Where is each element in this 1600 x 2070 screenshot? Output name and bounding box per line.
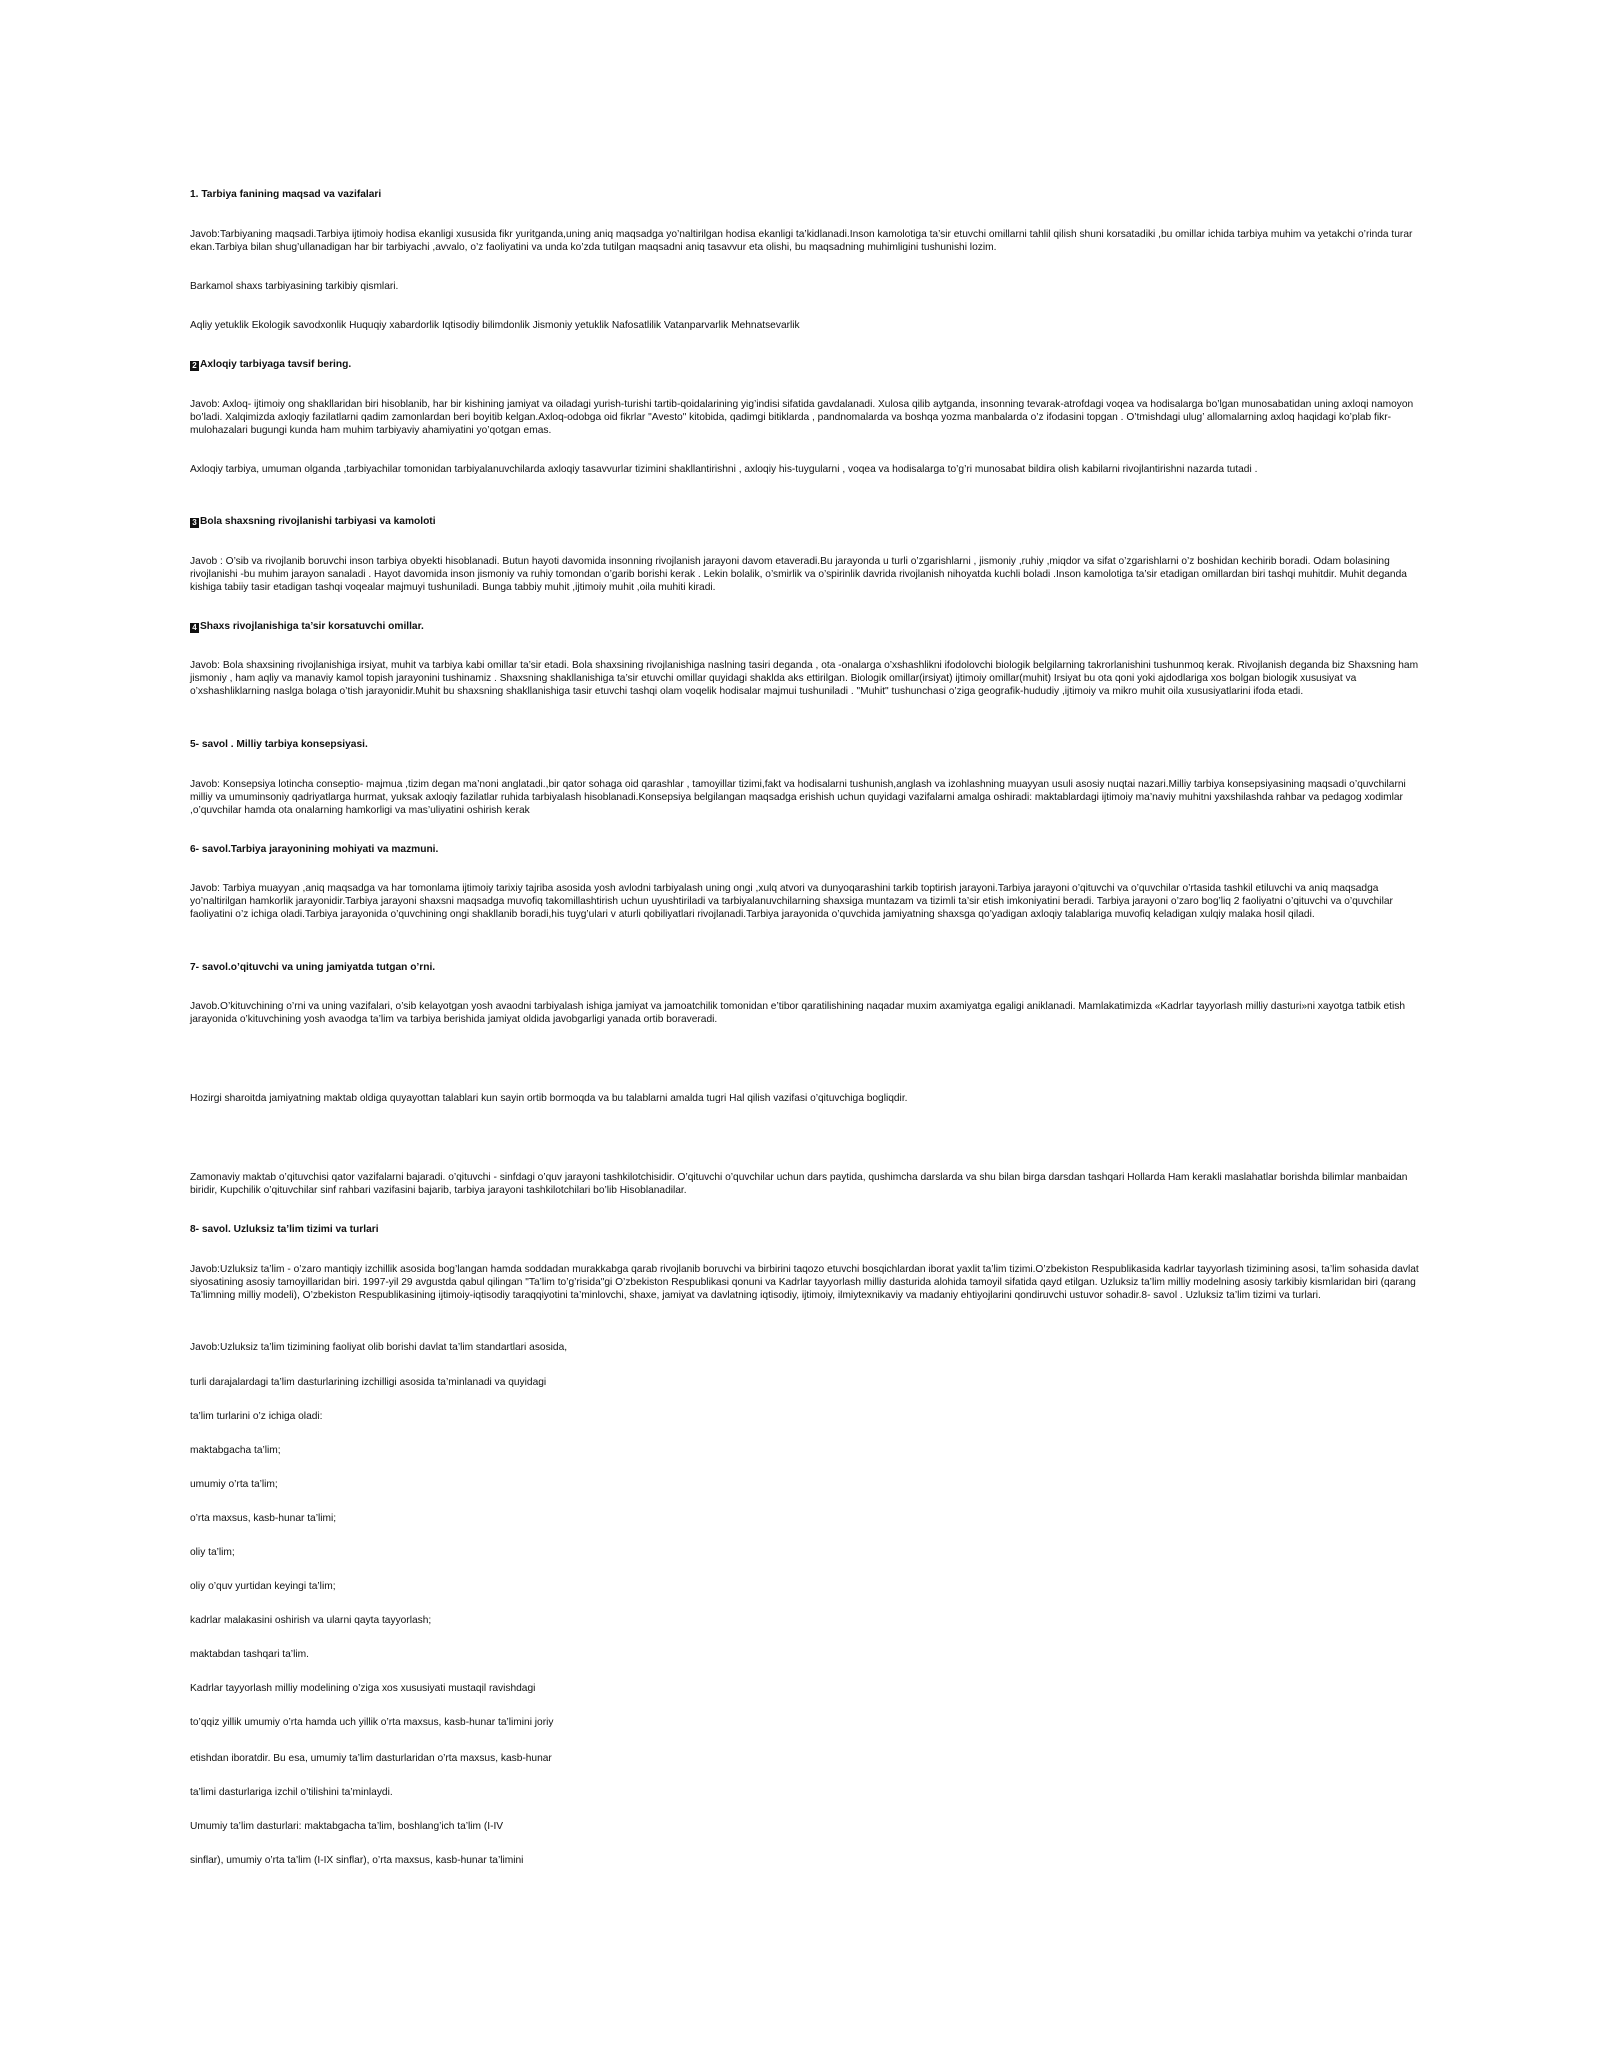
section-4-paragraph: Javob: Bola shaxsining rivojlanishiga irsiyat, muhit va tarbiya kabi omillar ta’sir etadi. Bola shaxsining rivojlanishiga naslning tasiri deganda , ota -onalarga o’xshashlikni ifodolovchi biologik belgilarning takrorlanishini tushunmoq kerak. Rivojlanish deganda biz Shaxsning ham jismoniy , ham aqliy va manaviy kamol topish jarayonini tushinamiz . Shaxsning shakllanishiga ta’sir etuvchi omillar quyidagi shaklda aks ettirilgan. Biologik omillar(irsiyat) ijtimoiy omillar(muhit) Irsiyat bu ota qoni yoki ajdodlariga xos bolgan biologik xususiyat va o’xshashliklarning naslga bolaga o’tish jarayonidir.Muhit bu shaxsning shakllanishiga tasir etuvchi tashqi olam voqelik hodisalar majmui tushuniladi . "Muhit" tushunchasi o’ziga geografik-hududiy ,ijtimoiy va mikro muhit oila xususiyatlarini ifoda etadi.	[190, 660, 1419, 698]
section-8-paragraph: etishdan iboratdir. Bu esa, umumiy ta’lim dasturlaridan o’rta maxsus, kasb-hunar	[190, 1753, 552, 1764]
section-8-list-item: oliy o’quv yurtidan keyingi ta’lim;	[190, 1581, 336, 1592]
section-8-list-item: umumiy o’rta ta’lim;	[190, 1479, 278, 1490]
section-8-paragraph: ta’lim turlarini o’z ichiga oladi:	[190, 1411, 323, 1422]
section-8-paragraph: ta’limi dasturlariga izchil o’tilishini ta’minlaydi.	[190, 1787, 393, 1798]
section-7-paragraph: Hozirgi sharoitda jamiyatning maktab oldiga quyayottan talablari kun sayin ortib bormoqda va bu talablarni amalda tugri Hal qilish vazifasi o’qituvchiga bogliqdir.	[190, 1093, 908, 1104]
section-2-heading-text: Axloqiy tarbiyaga tavsif bering.	[200, 359, 352, 370]
section-8-list-item: kadrlar malakasini oshirish va ularni qayta tayyorlash;	[190, 1615, 432, 1626]
section-8-list-item: oliy ta’lim;	[190, 1547, 235, 1558]
section-5-paragraph: Javob: Konsepsiya lotincha conseptio- majmua ,tizim degan ma’noni anglatadi.,bir qator sohaga oid qarashlar , tamoyillar tizimi,fakt va hodisalarni tushunish,anglash va izohlashning muayyan usuli asosiy nuqtai nazari.Milliy tarbiya konsepsiyasining maqsadi o’quvchilarni milliy va umuminsoniy qadriyatlarga hurmat, yuksak axloqiy fazilatlar ruhida tarbiyalash hisoblanadi.Konsepsiya belgilangan maqsadga erishish uchun quyidagi vazifalarni amalga oshiradi: maktablardagi ijtimoiy ma’naviy muhitni yaxshilashda rahbar va pedagog xodimlar ,o’quvchilar hamda ota onalarning hamkorligi va mas’uliyatini oshirish kerak	[190, 779, 1406, 817]
section-8-list-item: o’rta maxsus, kasb-hunar ta’limi;	[190, 1513, 337, 1524]
section-1-heading: 1. Tarbiya fanining maqsad va vazifalari	[190, 189, 382, 200]
section-7-heading: 7- savol.o’qituvchi va uning jamiyatda tutgan o’rni.	[190, 962, 436, 973]
section-8-paragraph: Javob:Uzluksiz ta’lim tizimining faoliyat olib borishi davlat ta’lim standartlari asosida,	[190, 1342, 568, 1353]
section-7-paragraph: Zamonaviy maktab o’qituvchisi qator vazifalarni bajaradi. o’qituvchi - sinfdagi o’quv jarayoni tashkilotchisidir. O’qituvchi o’quvchilar uchun dars paytida, qushimcha darslarda va shu bilan birga darsdan tashqari Hollarda Ham kerakli maslahatlar borishda bilimlar manbaidan biridir, Kupchilik o’qituvchilar sinf rahbari vazifasini bajarib, tarbiya jarayoni tashkilotchilari bo’lib Hisoblanadilar.	[190, 1172, 1408, 1197]
section-1-paragraph: Barkamol shaxs tarbiyasining tarkibiy qismlari.	[190, 281, 399, 292]
section-8-paragraph: sinflar), umumiy o’rta ta’lim (I-IX sinflar), o’rta maxsus, kasb-hunar ta’limini	[190, 1855, 524, 1866]
section-5-heading: 5- savol . Milliy tarbiya konsepsiyasi.	[190, 739, 368, 750]
list-marker: 3	[190, 518, 199, 528]
section-4-heading-text: Shaxs rivojlanishiga ta’sir korsatuvchi omillar.	[200, 621, 424, 632]
section-6-heading: 6- savol.Tarbiya jarayonining mohiyati va mazmuni.	[190, 844, 439, 855]
section-1-paragraph: Aqliy yetuklik Ekologik savodxonlik Huquqiy xabardorlik Iqtisodiy bilimdonlik Jismoniy yetuklik Nafosatlilik Vatanparvarlik Mehnatsevarlik	[190, 320, 800, 331]
section-8-paragraph: Umumiy ta’lim dasturlari: maktabgacha ta’lim, boshlang’ich ta’lim (I-IV	[190, 1821, 504, 1832]
section-8-list-item: maktabgacha ta’lim;	[190, 1445, 281, 1456]
section-8-list-item: maktabdan tashqari ta’lim.	[190, 1649, 309, 1660]
section-8-paragraph: to’qqiz yillik umumiy o’rta hamda uch yillik o’rta maxsus, kasb-hunar ta’limini joriy	[190, 1717, 554, 1728]
section-2-paragraph: Axloqiy tarbiya, umuman olganda ,tarbiyachilar tomonidan tarbiyalanuvchilarda axloqiy tasavvurlar tizimini shakllantirishni , axloqiy his-tuygularni , voqea va hodisalarga to’g’ri munosabat bildira olish kabilarni rivojlantirishni nazarda tutadi .	[190, 464, 1258, 475]
section-8-heading: 8- savol. Uzluksiz ta’lim tizimi va turlari	[190, 1224, 379, 1235]
section-8-paragraph: Kadrlar tayyorlash milliy modelining o’ziga xos xususiyati mustaqil ravishdagi	[190, 1683, 536, 1694]
section-3-heading-text: Bola shaxsning rivojlanishi tarbiyasi va kamoloti	[200, 516, 436, 527]
section-4-heading	[190, 620, 1422, 633]
section-7-paragraph: Javob.O’kituvchining o’rni va uning vazifalari, o’sib kelayotgan yosh avaodni tarbiyalash ishiga jamiyat va jamoatchilik tomonidan e’tibor qaratilishining naqadar muxim axamiyatga egaligi aniklanadi. Mamlakatimizda «Kadrlar tayyorlash milliy dasturi»ni xayotga tatbik etish jarayonida o’kituvchining yosh avaodga ta’lim va tarbiya berishida jamiyat oldida javobgarligi yanada ortib boraveradi.	[190, 1001, 1406, 1026]
list-marker: 4	[190, 623, 199, 633]
section-8-paragraph: turli darajalardagi ta’lim dasturlarining izchilligi asosida ta’minlanadi va quyidagi	[190, 1377, 547, 1388]
section-6-paragraph: Javob: Tarbiya muayyan ,aniq maqsadga va har tomonlama ijtimoiy tarixiy tajriba asosida yosh avlodni tarbiyalash uning ongi ,xulq atvori va dunyoqarashini tarkib toptirish jarayoni.Tarbiya jarayoni o’qituvchi va o’quvchilar o’rtasida tashkil etiluvchi va aniq maqsadga yo’naltirilgan hamkorlik jarayonidir.Tarbiya jarayoni shaxsni maqsadga muvofiq takomillashtirish uchun uyushtiriladi va tarbiyalanuvchilarning shaxsiga muntazam va tizimli ta’sir etish imkoniyatini beradi. Tarbiya jarayoni o’zaro bog’liq 2 faoliyatni o’qituvchi va o’quvchilar faoliyatini o’z ichiga oladi.Tarbiya jarayonida o’quvchining ongi shakllanib boradi,his tuyg’ulari v aturli qobiliyatlari rivojlanadi.Tarbiya jarayonida o’quvchida jamiyatning shaxsga qo’yadigan axloqiy talablariga muvofiq keladigan xulqiy malaka hosil qiladi.	[190, 883, 1393, 921]
section-3-paragraph: Javob : O’sib va rivojlanib boruvchi inson tarbiya obyekti hisoblanadi. Butun hayoti davomida insonning rivojlanish jarayoni davom etaveradi.Bu jarayonda u turli o’zgarishlarni , jismoniy ,ruhiy ,miqdor va sifat o’zgarishlarni o’z boshidan kechirib boradi. Odam bolasining rivojlanishi -bu muhim jarayon sanaladi . Hayot davomida inson jismoniy va ruhiy tomondan o’garib borishi kerak . Lekin bolalik, o’smirlik va o’spirinlik davrida rivojlanish nihoyatda kuchli boladi .Inson kamolotiga ta’sir etadigan omillardan biri tashqi muhitdir. Muhit deganda kishiga tabiiy tasir etadigan tashqi voqealar majmuyi tushuniladi. Bunga tabbiy muhit ,ijtimoiy muhit ,oila muhiti kiradi.	[190, 556, 1407, 594]
section-2-paragraph: Javob: Axloq- ijtimoiy ong shakllaridan biri hisoblanib, har bir kishining jamiyat va oiladagi yurish-turishi tartib-qoidalarining yig’indisi sifatida gavdalanadi. Xulosa qilib aytganda, insonning tevarak-atrofdagi voqea va hodisalarga bo’lgan munosabatidan uning axloqi namoyon bo’ladi. Xalqimizda axloqiy fazilatlarni qadim zamonlardan beri boyitib kelgan.Axloq-odobga oid fikrlar "Avesto" kitobida, qadimgi bitiklarda , pandnomalarda va boshqa yozma manbalarda o’z ifodasini topgan . O’tmishdagi ulug’ allomalarning axloq haqidagi ko’plab fikr-mulohazalari bugungi kunda ham muhim tarbiyaviy ahamiyatini yo’qotgan emas.	[190, 399, 1414, 437]
section-1-paragraph: Javob:Tarbiyaning maqsadi.Tarbiya ijtimoiy hodisa ekanligi xususida fikr yuritganda,uning aniq maqsadga yo’naltirilgan hodisa ekanligi ta’kidlanadi.Inson kamolotiga ta’sir etuvchi omillarni tahlil qilish shuni korsatadiki ,bu omillar ichida tarbiya muhim va yetakchi o’rinda turar ekan.Tarbiya bilan shug’ullanadigan har bir tarbiyachi ,avvalo, o’z faoliyatini va unda ko’zda tutilgan maqsadni aniq tasavvur eta olishi, bu maqsadning muhimligini tushunishi lozim.	[190, 229, 1413, 254]
list-marker: 2	[190, 361, 199, 371]
section-3-heading	[190, 515, 1422, 528]
section-2-heading	[190, 358, 1422, 371]
section-8-paragraph: Javob:Uzluksiz ta’lim - o’zaro mantiqiy izchillik asosida bog’langan hamda soddadan murakkabga qarab rivojlanib boruvchi va birbirini taqozo etuvchi bosqichlardan iborat yaxlit ta’lim tizimi.O’zbekiston Respublikasida kadrlar tayyorlash tizimining asosi, ta’lim sohasida davlat siyosatining asosiy tamoyillaridan biri. 1997-yil 29 avgustda qabul qilingan "Ta’lim to’g’risida"gi O’zbekiston Respublikasi qonuni va Kadrlar tayyorlash milliy dasturida alohida tamoyil sifatida qayd etilgan. Uzluksiz ta’lim milliy modelning asosiy tarkibiy kismlaridan biri (qarang Ta’limning milliy modeli), O’zbekiston Respublikasining ijtimoiy-iqtisodiy taraqqiyotini ta’minlovchi, shaxe, jamiyat va davlatning iqtisodiy, ijtimoiy, ilmiytexnikaviy va madaniy ehtiyojlarini qondiruvchi ustuvor sohadir.8- savol . Uzluksiz ta’lim tizimi va turlari.	[190, 1264, 1419, 1302]
